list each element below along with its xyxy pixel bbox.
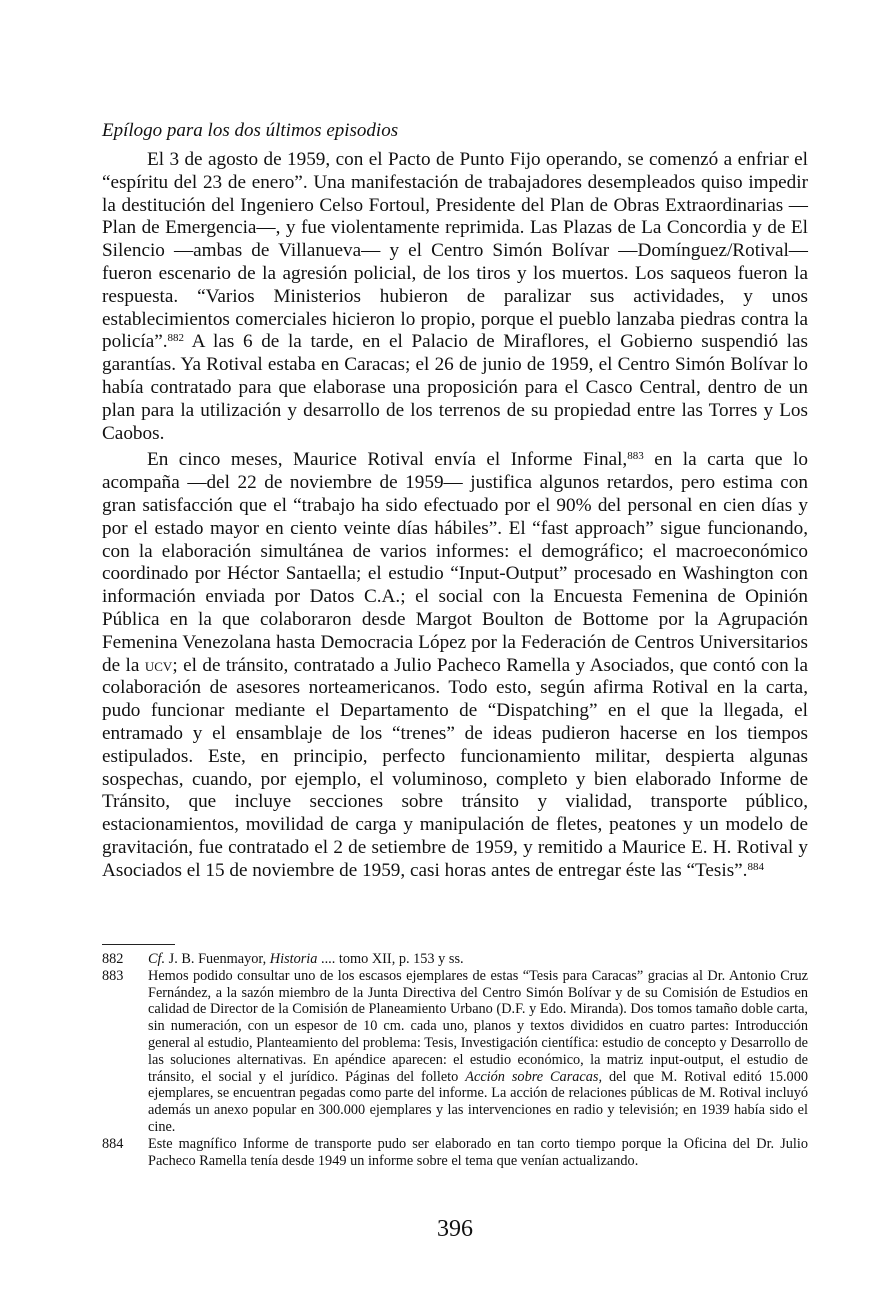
footnote-text: J. B. Fuenmayor, — [165, 951, 270, 967]
footnote-ref-884[interactable]: 884 — [747, 860, 764, 873]
footnote-text: Hemos podido consultar uno de los escasos ejemplares de estas “Tesis para Caracas” gracias al Dr. Antonio Cruz Fernández, a la sazón miembro de la Junta Directiva del Centro Simón Bolívar y de su Comisión de Estudios en calidad de Director de la Comisión de Planeamiento Urbano (D.F. y Edo. Miranda). Dos tomos tamaño doble carta, sin numeración, con un espesor de 10 cm. cada uno, planos y textos divididos en cuatro partes: Introducción general al estudio, Planteamiento del problema: Tesis, Investigación científica: estudio de concepto y Desarrollo de las soluciones alternativas. En apéndice aparecen: el estudio económico, la matriz input-output, el estudio de tránsito, el social y el jurídico. Páginas del folleto — [148, 967, 808, 1085]
footnote-884 — [102, 1136, 808, 1170]
footnote-text: Este magnífico Informe de transporte pudo ser elaborado en tan corto tiempo porque la Oficina del Dr. Julio Pacheco Ramella tenía desde 1949 un informe sobre el tema que venían actualizando. — [148, 1135, 808, 1169]
abbreviation-ucv: ucv — [144, 654, 173, 676]
footnotes — [102, 951, 808, 1169]
footnote-number: 882 — [102, 951, 124, 967]
footnote-title: Historia — [269, 951, 318, 967]
section-heading: Epílogo para los dos últimos episodios — [102, 120, 399, 141]
footnote-title: Acción sobre Caracas, — [465, 1068, 603, 1085]
footnote-text: del que M. Rotival editó 15.000 ejemplares, se encuentran pegadas como parte del informe. La acción de relaciones públicas de M. Rotival incluyó además un anexo popular en 300.000 ejemplares y las intervenciones en radio y televisión; en 1939 había sido el cine. — [148, 1068, 808, 1135]
paragraph-text: ; el de tránsito, contratado a Julio Pacheco Ramella y Asociados, que contó con la colaboración de asesores norteamericanos. Todo esto, según afirma Rotival en la carta, pudo funcionar mediante el Departamento de “Dispatching” en el que la llegada, el entramado y el ensamblaje de los “trenes” de ideas pudieron hacerse en los tiempos estipulados. Este, en principio, perfecto funcionamiento militar, despierta algunas sospechas, cuando, por ejemplo, el voluminoso, completo y bien elaborado Informe de Tránsito, que incluye secciones sobre tránsito y vialidad, transporte público, estacionamientos, movilidad de carga y manipulación de fletes, peatones y un modelo de gravitación, fue contratado el 2 de setiembre de 1959, y remitido a Maurice E. H. Rotival y Asociados el 15 de noviembre de 1959, casi horas antes de entregar éste las “Tesis”. — [102, 654, 808, 881]
footnote-separator — [102, 944, 175, 945]
footnote-number: 883 — [102, 967, 124, 984]
paragraph-1 — [102, 149, 808, 445]
paragraph-text: A las 6 de la tarde, en el Palacio de Miraflores, el Gobierno suspendió las garantías. Ya Rotival estaba en Caracas; el 26 de junio de 1959, el Centro Simón Bolívar lo había contratado para que elaborase una proposición para el Casco Central, dentro de un plan para la utilización y desarrollo de los terrenos de su propiedad entre las Torres y Los Caobos. — [102, 331, 808, 444]
footnote-883 — [102, 968, 808, 1136]
paragraph-text: en la carta que lo acompaña —del 22 de noviembre de 1959— justifica algunos retardos, pero estima con gran satisfacción que el “trabajo ha sido efectuado por el 90% del personal en cien días y por el estado mayor en ciento veinte días hábiles”. El “fast approach” sigue funcionando, con la elaboración simultánea de varios informes: el demográfico; el macroeconómico coordinado por Héctor Santaella; el estudio “Input-Output” procesado en Washington con información enviada por Datos C.A.; el social con la Encuesta Femenina de Opinión Pública en la que colaboraron desde Margot Boulton de Bottome por la Agrupación Femenina Venezolana hasta Democracia López por la Federación de Centros Universitarios de la — [102, 449, 808, 676]
body-text — [102, 149, 808, 883]
footnote-ref-882[interactable]: 882 — [167, 332, 185, 345]
paragraph-text: En cinco meses, Maurice Rotival envía el Informe Final, — [147, 449, 628, 471]
paragraph-text: El 3 de agosto de 1959, con el Pacto de Punto Fijo operando, se comenzó a enfriar el “espíritu del 23 de enero”. Una manifestación de trabajadores desempleados quiso impedir la destitución del Ingeniero Celso Fortoul, Presidente del Plan de Obras Extraordinarias —Plan de Emergencia—, y fue violentamente reprimida. Las Plazas de La Concordia y de El Silencio —ambas de Villanueva— y el Centro Simón Bolívar —Domínguez/Rotival— fueron escenario de la agresión policial, de los tiros y los muertos. Los saqueos fueron la respuesta. “Varios Ministerios hubieron de paralizar sus actividades, y unos establecimientos comerciales hicieron lo propio, porque el pueblo lanzaba piedras contra la policía”. — [102, 149, 808, 353]
footnote-ref-883[interactable]: 883 — [627, 450, 644, 463]
footnote-text: .... tomo XII, p. 153 y ss. — [317, 951, 464, 967]
paragraph-2 — [102, 449, 808, 882]
page-number: 396 — [437, 1216, 473, 1242]
footnote-cf: Cf. — [148, 951, 166, 967]
footnote-882 — [102, 951, 808, 968]
footnote-number: 884 — [102, 1135, 124, 1152]
